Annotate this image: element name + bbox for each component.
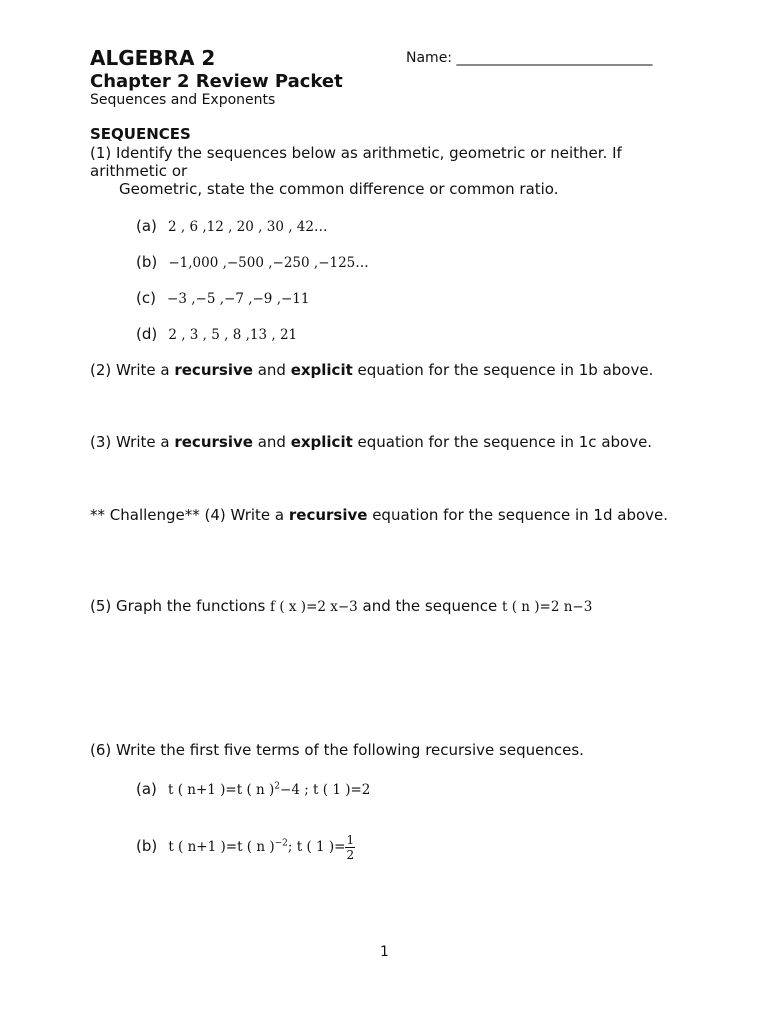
question-5 [90, 597, 592, 615]
item-label: (c) [136, 289, 156, 307]
question-2-text: (2) Write a [90, 361, 175, 379]
question-4-text: equation for the sequence in 1d above. [367, 506, 669, 524]
page-number: 1 [380, 944, 389, 960]
formula-part: t ( n+1 )=t ( n ) [168, 839, 275, 855]
exponent: 2 [274, 781, 281, 792]
question-2 [90, 361, 653, 379]
formula-part: t ( n+1 )=t ( n ) [168, 782, 275, 798]
course-title: ALGEBRA 2 [90, 46, 216, 70]
emphasis-recursive: recursive [288, 506, 368, 524]
item-label: (a) [136, 780, 157, 798]
emphasis-explicit: explicit [290, 433, 353, 451]
question-3-text: equation for the sequence in 1c above. [352, 433, 653, 451]
question-1-line-1: (1) Identify the sequences below as arithmetic, geometric or neither. If [90, 144, 622, 162]
question-6: (6) Write the first five terms of the following recursive sequences. [90, 741, 584, 759]
sequence-expression: 2 , 3 , 5 , 8 ,13 , 21 [168, 327, 298, 343]
sequence-expression: t ( n )=2 n−3 [501, 599, 593, 615]
question-1a [136, 216, 327, 235]
sequence-expression: −3 ,−5 ,−7 ,−9 ,−11 [167, 291, 310, 307]
fraction-numerator: 1 [346, 833, 355, 847]
recursive-formula [168, 833, 355, 862]
question-1d [136, 324, 297, 343]
item-label: (d) [136, 325, 158, 343]
question-1b [136, 252, 369, 271]
name-field-label: Name: ____________________________ [406, 50, 653, 66]
item-label: (b) [136, 837, 158, 855]
question-6a [136, 779, 370, 798]
fraction-denominator: 2 [346, 848, 355, 862]
emphasis-recursive: recursive [174, 433, 253, 451]
question-1c [136, 288, 309, 307]
recursive-formula [168, 782, 370, 798]
formula-part: −4 ; t ( 1 )=2 [280, 782, 371, 798]
emphasis-recursive: recursive [174, 361, 253, 379]
question-3-text: and [252, 433, 291, 451]
question-3-text: (3) Write a [90, 433, 175, 451]
subtitle: Sequences and Exponents [90, 92, 276, 108]
question-4-text: ** Challenge** (4) Write a [90, 506, 289, 524]
sequence-expression: −1,000 ,−500 ,−250 ,−125… [168, 255, 369, 271]
question-2-text: equation for the sequence in 1b above. [352, 361, 654, 379]
section-heading: SEQUENCES [90, 125, 191, 143]
chapter-title: Chapter 2 Review Packet [90, 71, 343, 92]
exponent: −2 [274, 838, 288, 849]
emphasis-explicit: explicit [290, 361, 353, 379]
question-1-line-2: arithmetic or [90, 162, 188, 180]
question-1-line-3: Geometric, state the common difference or common ratio. [119, 180, 559, 198]
question-5-text: and the sequence [357, 597, 502, 615]
question-3 [90, 433, 652, 451]
fraction [345, 834, 355, 861]
question-2-text: and [252, 361, 291, 379]
item-label: (a) [136, 217, 157, 235]
item-label: (b) [136, 253, 158, 271]
sequence-expression: 2 , 6 ,12 , 20 , 30 , 42… [168, 219, 328, 235]
question-6b [136, 834, 355, 861]
question-4-challenge [90, 506, 668, 524]
question-5-text: (5) Graph the functions [90, 597, 271, 615]
formula-part: ; t ( 1 )= [287, 839, 346, 855]
function-expression: f ( x )=2 x−3 [270, 599, 358, 615]
